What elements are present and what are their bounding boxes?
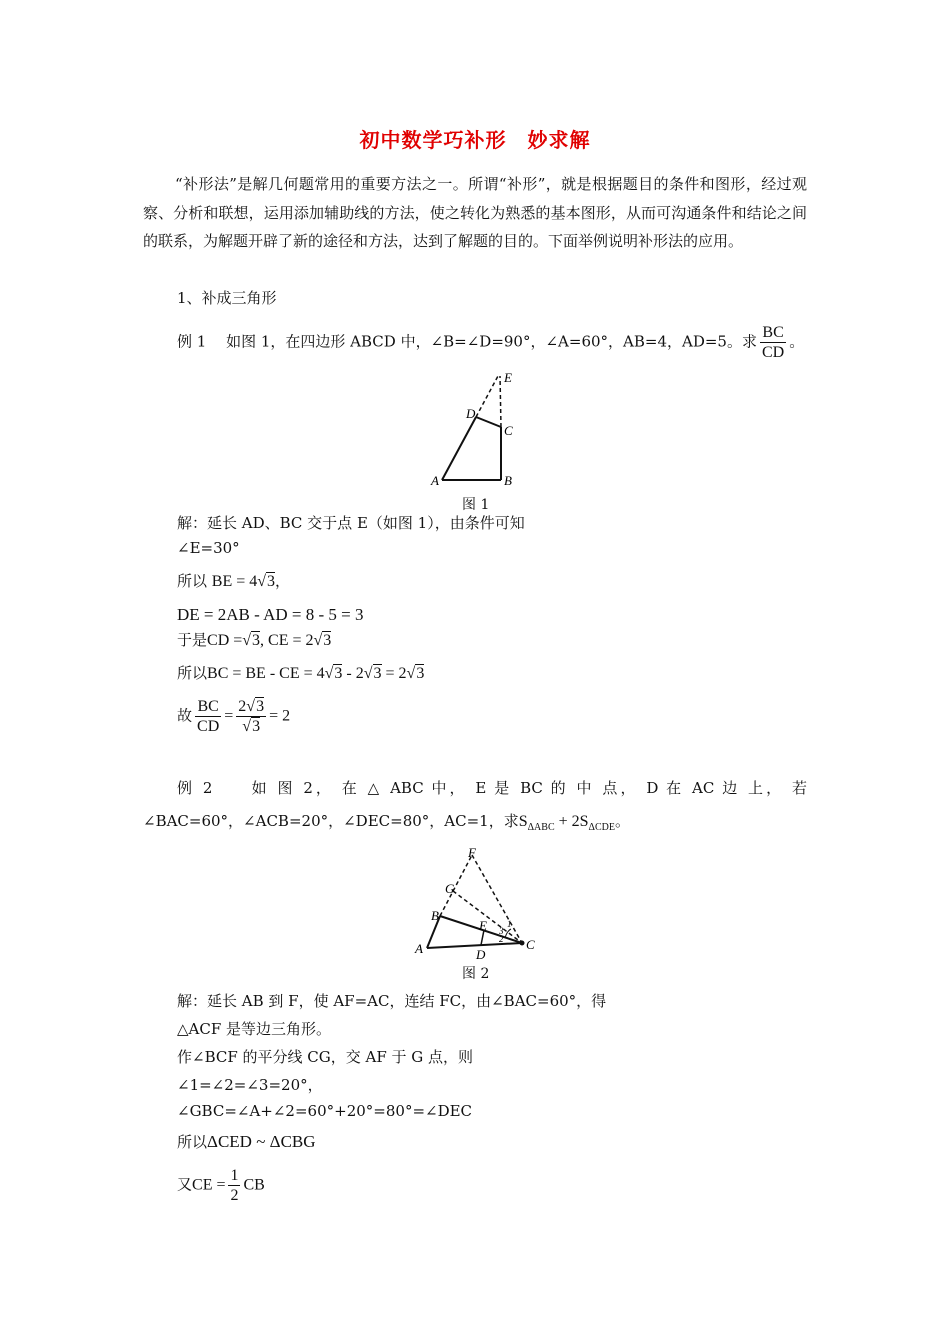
- ex2-sol7-num: 1: [230, 1167, 239, 1184]
- ex1-sol5-a: CD =: [207, 632, 243, 649]
- example2-line1: 例 2 如 图 2， 在 △ ABC 中， E 是 BC 的 中 点， D 在 AC 边 上， 若: [177, 779, 807, 797]
- label-E: E: [504, 370, 512, 385]
- ex2-s1: S: [518, 813, 528, 830]
- ex2-solution-6: [177, 1131, 316, 1152]
- point-C: [520, 941, 525, 946]
- figure-1: [425, 365, 535, 490]
- example1-end: 。: [789, 332, 805, 351]
- page-title: 初中数学巧补形 妙求解: [359, 128, 591, 152]
- label-B: B: [504, 473, 512, 488]
- label-angle-1: 1: [507, 919, 512, 929]
- example1-text: 例 1 如图 1，在四边形 ABCD 中，∠B=∠D=90°，∠A=60°，AB=4，AD=5。求: [177, 332, 757, 351]
- ex1-sol6-rad1: 3: [334, 665, 343, 682]
- figure-2-caption: 图 2: [462, 966, 490, 982]
- label-E: E: [479, 918, 487, 933]
- ex1-sol3-end: ，: [275, 572, 291, 590]
- example1-statement: [177, 323, 804, 362]
- ex2-solution-4: ∠1=∠2=∠3=20°，: [177, 1076, 323, 1094]
- intro-paragraph: [143, 170, 807, 256]
- ex2-line2-pre: ∠BAC=60°，∠ACB=20°，∠DEC=80°，AC=1，求: [143, 812, 519, 830]
- label-F: F: [468, 845, 476, 860]
- ex1-sol5-rad1: 3: [252, 632, 261, 649]
- ex1-sol3-radicand: 3: [267, 573, 276, 590]
- ex2-solution-3: 作∠BCF 的平分线 CG，交 AF 于 G 点，则: [177, 1048, 474, 1066]
- ex1-sol6-prefix: 所以: [177, 664, 208, 682]
- ex2-sol7-frac: [228, 1166, 240, 1205]
- ex2-sol7-den: 2: [230, 1187, 239, 1204]
- ex2-solution-1: 解：延长 AB 到 F，使 AF=AC，连结 FC，由∠BAC=60°，得: [177, 992, 607, 1010]
- ex2-line2-end: 。: [614, 812, 630, 830]
- ex1-sol7-prefix: 故: [177, 706, 193, 725]
- label-A: A: [431, 473, 439, 488]
- ex1-sol7-num2rad: 3: [256, 698, 265, 715]
- ex1-sol6-a: BC = BE - CE = 4: [207, 665, 325, 682]
- fraction-denominator: CD: [761, 344, 785, 361]
- ex2-plus: + 2S: [554, 813, 589, 830]
- ex1-sol7-num: BC: [195, 697, 221, 717]
- ex1-sol7-num2a: 2: [238, 698, 247, 715]
- label-angle-2: 2: [499, 934, 504, 944]
- dashed-GC: [453, 891, 522, 943]
- ex1-sol5-prefix: 于是: [177, 631, 208, 649]
- ex2-s2-sub: ΔCDE: [588, 822, 615, 833]
- label-B: B: [431, 908, 439, 923]
- ex1-solution-6: 所以BC = BE - CE = 4√3 - 2√3 = 2√3: [177, 664, 425, 682]
- label-D: D: [476, 947, 486, 962]
- ex2-solution-5: ∠GBC=∠A+∠2=60°+20°=80°=∠DEC: [177, 1102, 473, 1120]
- ex1-sol6-b: - 2: [342, 665, 364, 682]
- label-C: C: [504, 423, 513, 438]
- ex1-sol3-math: BE = 4: [211, 573, 258, 590]
- label-D: D: [466, 406, 476, 421]
- ex1-sol6-c: = 2: [381, 665, 407, 682]
- label-C: C: [526, 937, 535, 952]
- ex1-solution-5: 于是CD =√3, CE = 2√3: [177, 631, 332, 649]
- ex2-solution-2: △ACF 是等边三角形。: [177, 1020, 332, 1038]
- ex1-solution-4: DE = 2AB - AD = 8 - 5 = 3: [177, 605, 364, 624]
- dashed-CE: [500, 376, 501, 427]
- segment-AD: [442, 417, 476, 480]
- ex1-sol7-frac1: [195, 697, 221, 736]
- ex1-sol7-frac2: $\frac{2√3}{√3}$: [238, 698, 265, 735]
- ex1-solution-1: 解：延长 AD、BC 交于点 E（如图 1），由条件可知: [177, 514, 525, 532]
- label-angle-3: 3: [499, 926, 504, 936]
- label-G: G: [445, 881, 455, 896]
- ex1-sol7-eq: =: [224, 707, 234, 725]
- fraction-numerator: BC: [760, 323, 786, 343]
- section-heading: 1、补成三角形: [177, 289, 277, 307]
- segment-AC: [427, 943, 522, 948]
- ex2-solution-7: [177, 1166, 265, 1205]
- ex1-solution-7: [177, 697, 290, 736]
- ex1-sol7-den: CD: [197, 718, 220, 735]
- ex2-sol6-prefix: 所以: [177, 1133, 208, 1151]
- example1-fraction: [760, 323, 786, 362]
- segment-DC: [476, 417, 501, 427]
- ex1-sol6-rad3: 3: [416, 665, 425, 682]
- ex1-solution-2: ∠E=30°: [177, 539, 240, 557]
- ex2-sol7-prefix: 又: [177, 1175, 193, 1194]
- ex1-sol6-rad2: 3: [373, 665, 382, 682]
- dashed-DE: [476, 376, 498, 417]
- ex2-s1-sub: ΔABC: [527, 822, 555, 833]
- figure-2: [410, 843, 545, 963]
- ex2-sol6-math: ΔCED ~ ΔCBG: [207, 1132, 316, 1151]
- ex1-sol5-b: , CE = 2: [260, 632, 314, 649]
- example2-line2: [143, 810, 630, 833]
- label-A: A: [415, 941, 423, 956]
- intro-text: “补形法”是解几何题常用的重要方法之一。所谓“补形”，就是根据题目的条件和图形，经过观察、分析和联想，运用添加辅助线的方法，使之转化为熟悉的基本图形，从而可沟通条件和结论之间的联系，为解题开辟了新的途径和方法，达到了解题的目的。下面举例说明补形法的应用。: [143, 175, 807, 250]
- ex1-sol3-prefix: 所以: [177, 572, 208, 590]
- ex1-sol5-rad2: 3: [323, 632, 332, 649]
- figure-1-caption: 图 1: [462, 497, 490, 513]
- ex2-sol7-b: CB: [243, 1176, 265, 1194]
- ex1-solution-3: 所以 BE = 4√3，: [177, 572, 291, 590]
- ex1-sol7-result: = 2: [269, 707, 291, 725]
- ex2-sol7-a: CE =: [192, 1176, 226, 1194]
- ex1-sol7-den2rad: 3: [252, 718, 261, 735]
